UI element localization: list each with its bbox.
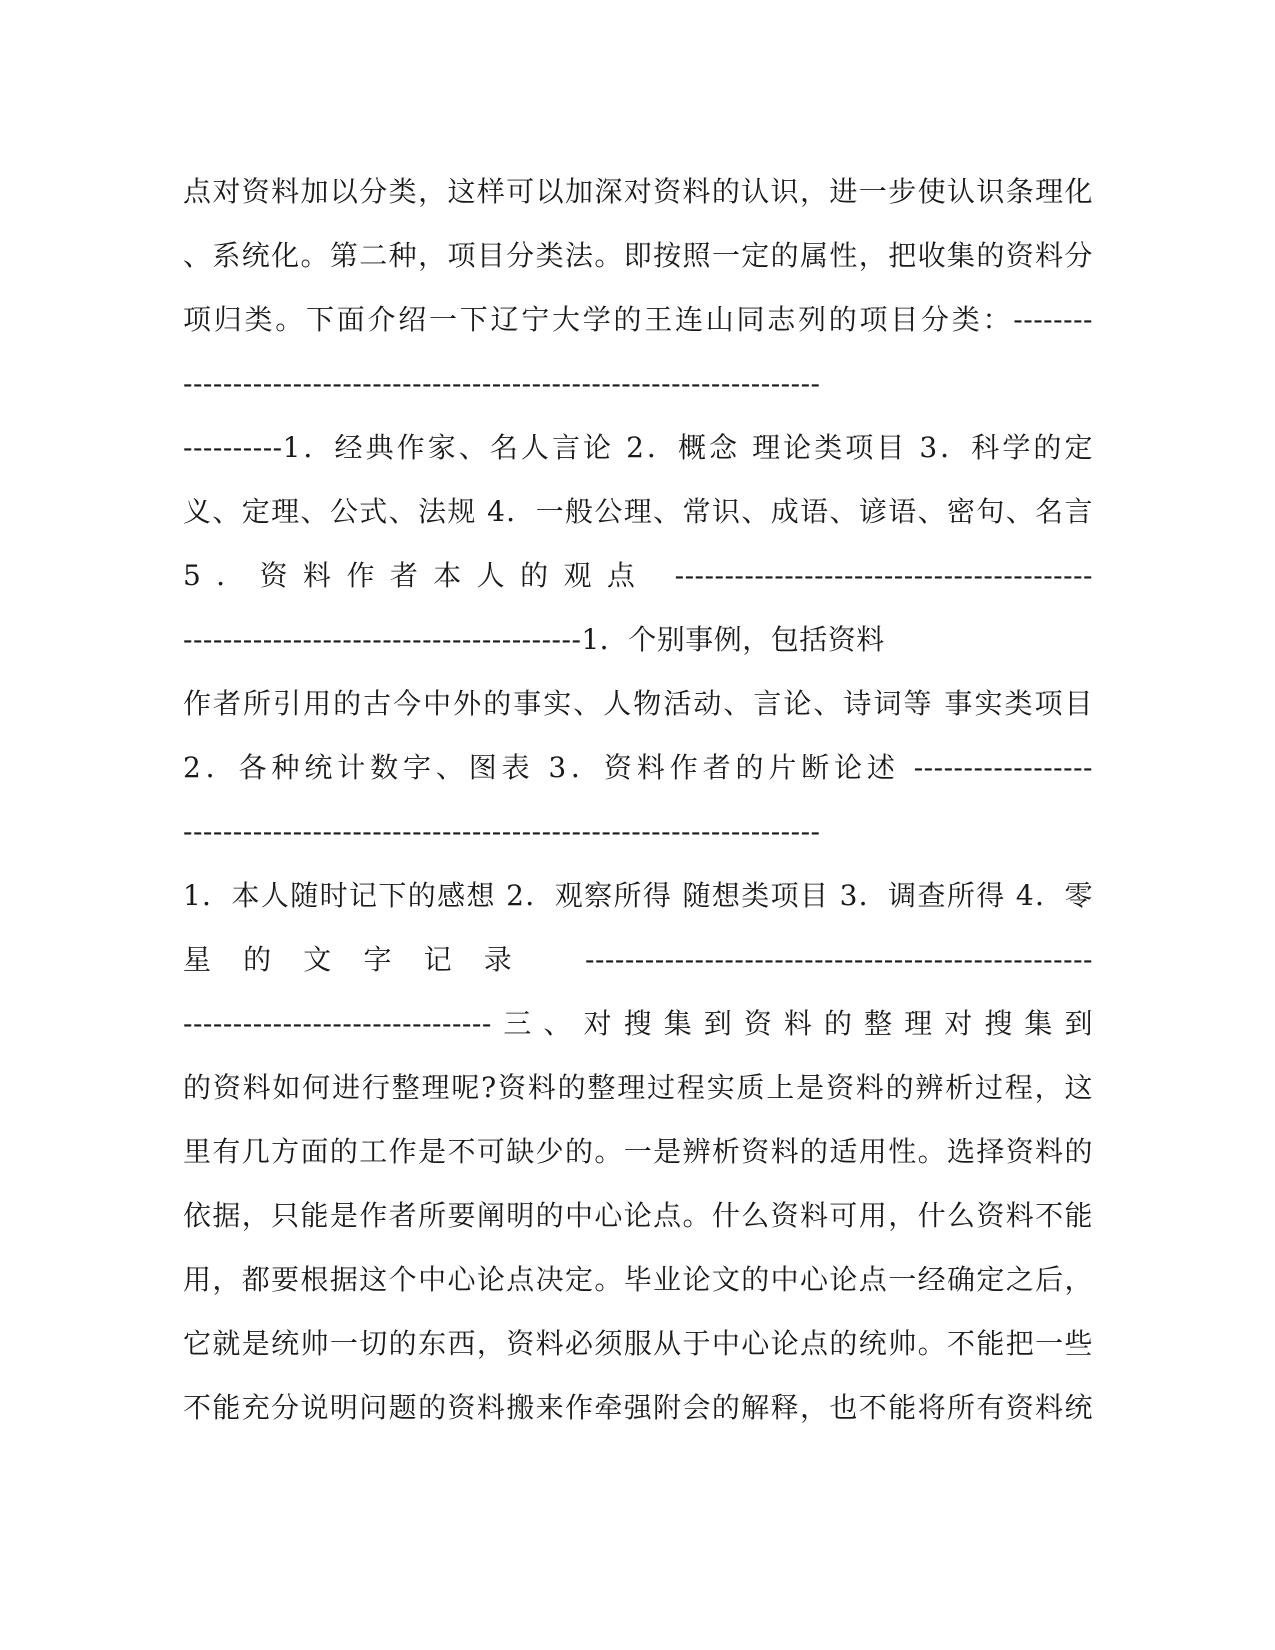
text-line: -------------------------------三、对搜集到资料的整理对搜集到 (183, 1007, 1093, 1040)
text-line: 不能充分说明问题的资料搬来作牵强附会的解释，也不能将所有资料统 (183, 1391, 1093, 1424)
text-line: ---------------------------------------------------------------- (183, 367, 821, 400)
text-line: ---------------------------------------------------------------- (183, 815, 821, 848)
text-line: 依据，只能是作者所要阐明的中心论点。什么资料可用，什么资料不能 (183, 1199, 1093, 1232)
text-line: 项归类。下面介绍一下辽宁大学的王连山同志列的项目分类：-------- (183, 303, 1093, 336)
text-line: 用，都要根据这个中心论点决定。毕业论文的中心论点一经确定之后， (183, 1263, 1093, 1296)
text-line: ----------1．经典作家、名人言论 2．概念 理论类项目 3．科学的定 (183, 431, 1093, 464)
body-text (183, 160, 1093, 1440)
text-line: 点对资料加以分类，这样可以加深对资料的认识，进一步使认识条理化 (183, 175, 1093, 208)
text-line: 星的文字记录 --------------------------------------------------- (183, 943, 1093, 976)
text-line: 里有几方面的工作是不可缺少的。一是辨析资料的适用性。选择资料的 (183, 1135, 1093, 1168)
text-line: 2．各种统计数字、图表 3．资料作者的片断论述 ------------------ (183, 751, 1093, 784)
text-line: 5．资料作者本人的观点 ------------------------------------------ (183, 559, 1093, 592)
text-line: 它就是统帅一切的东西，资料必须服从于中心论点的统帅。不能把一些 (183, 1327, 1093, 1360)
text-line: 、系统化。第二种，项目分类法。即按照一定的属性，把收集的资料分 (183, 239, 1093, 272)
text-line: 作者所引用的古今中外的事实、人物活动、言论、诗词等 事实类项目 (183, 687, 1093, 720)
text-line: 义、定理、公式、法规 4．一般公理、常识、成语、谚语、密句、名言 (183, 495, 1093, 528)
text-line: 1．本人随时记下的感想 2．观察所得 随想类项目 3．调查所得 4．零 (183, 879, 1093, 912)
text-line: 的资料如何进行整理呢?资料的整理过程实质上是资料的辨析过程，这 (183, 1071, 1093, 1104)
text-line: ----------------------------------------1．个别事例，包括资料 (183, 623, 885, 656)
